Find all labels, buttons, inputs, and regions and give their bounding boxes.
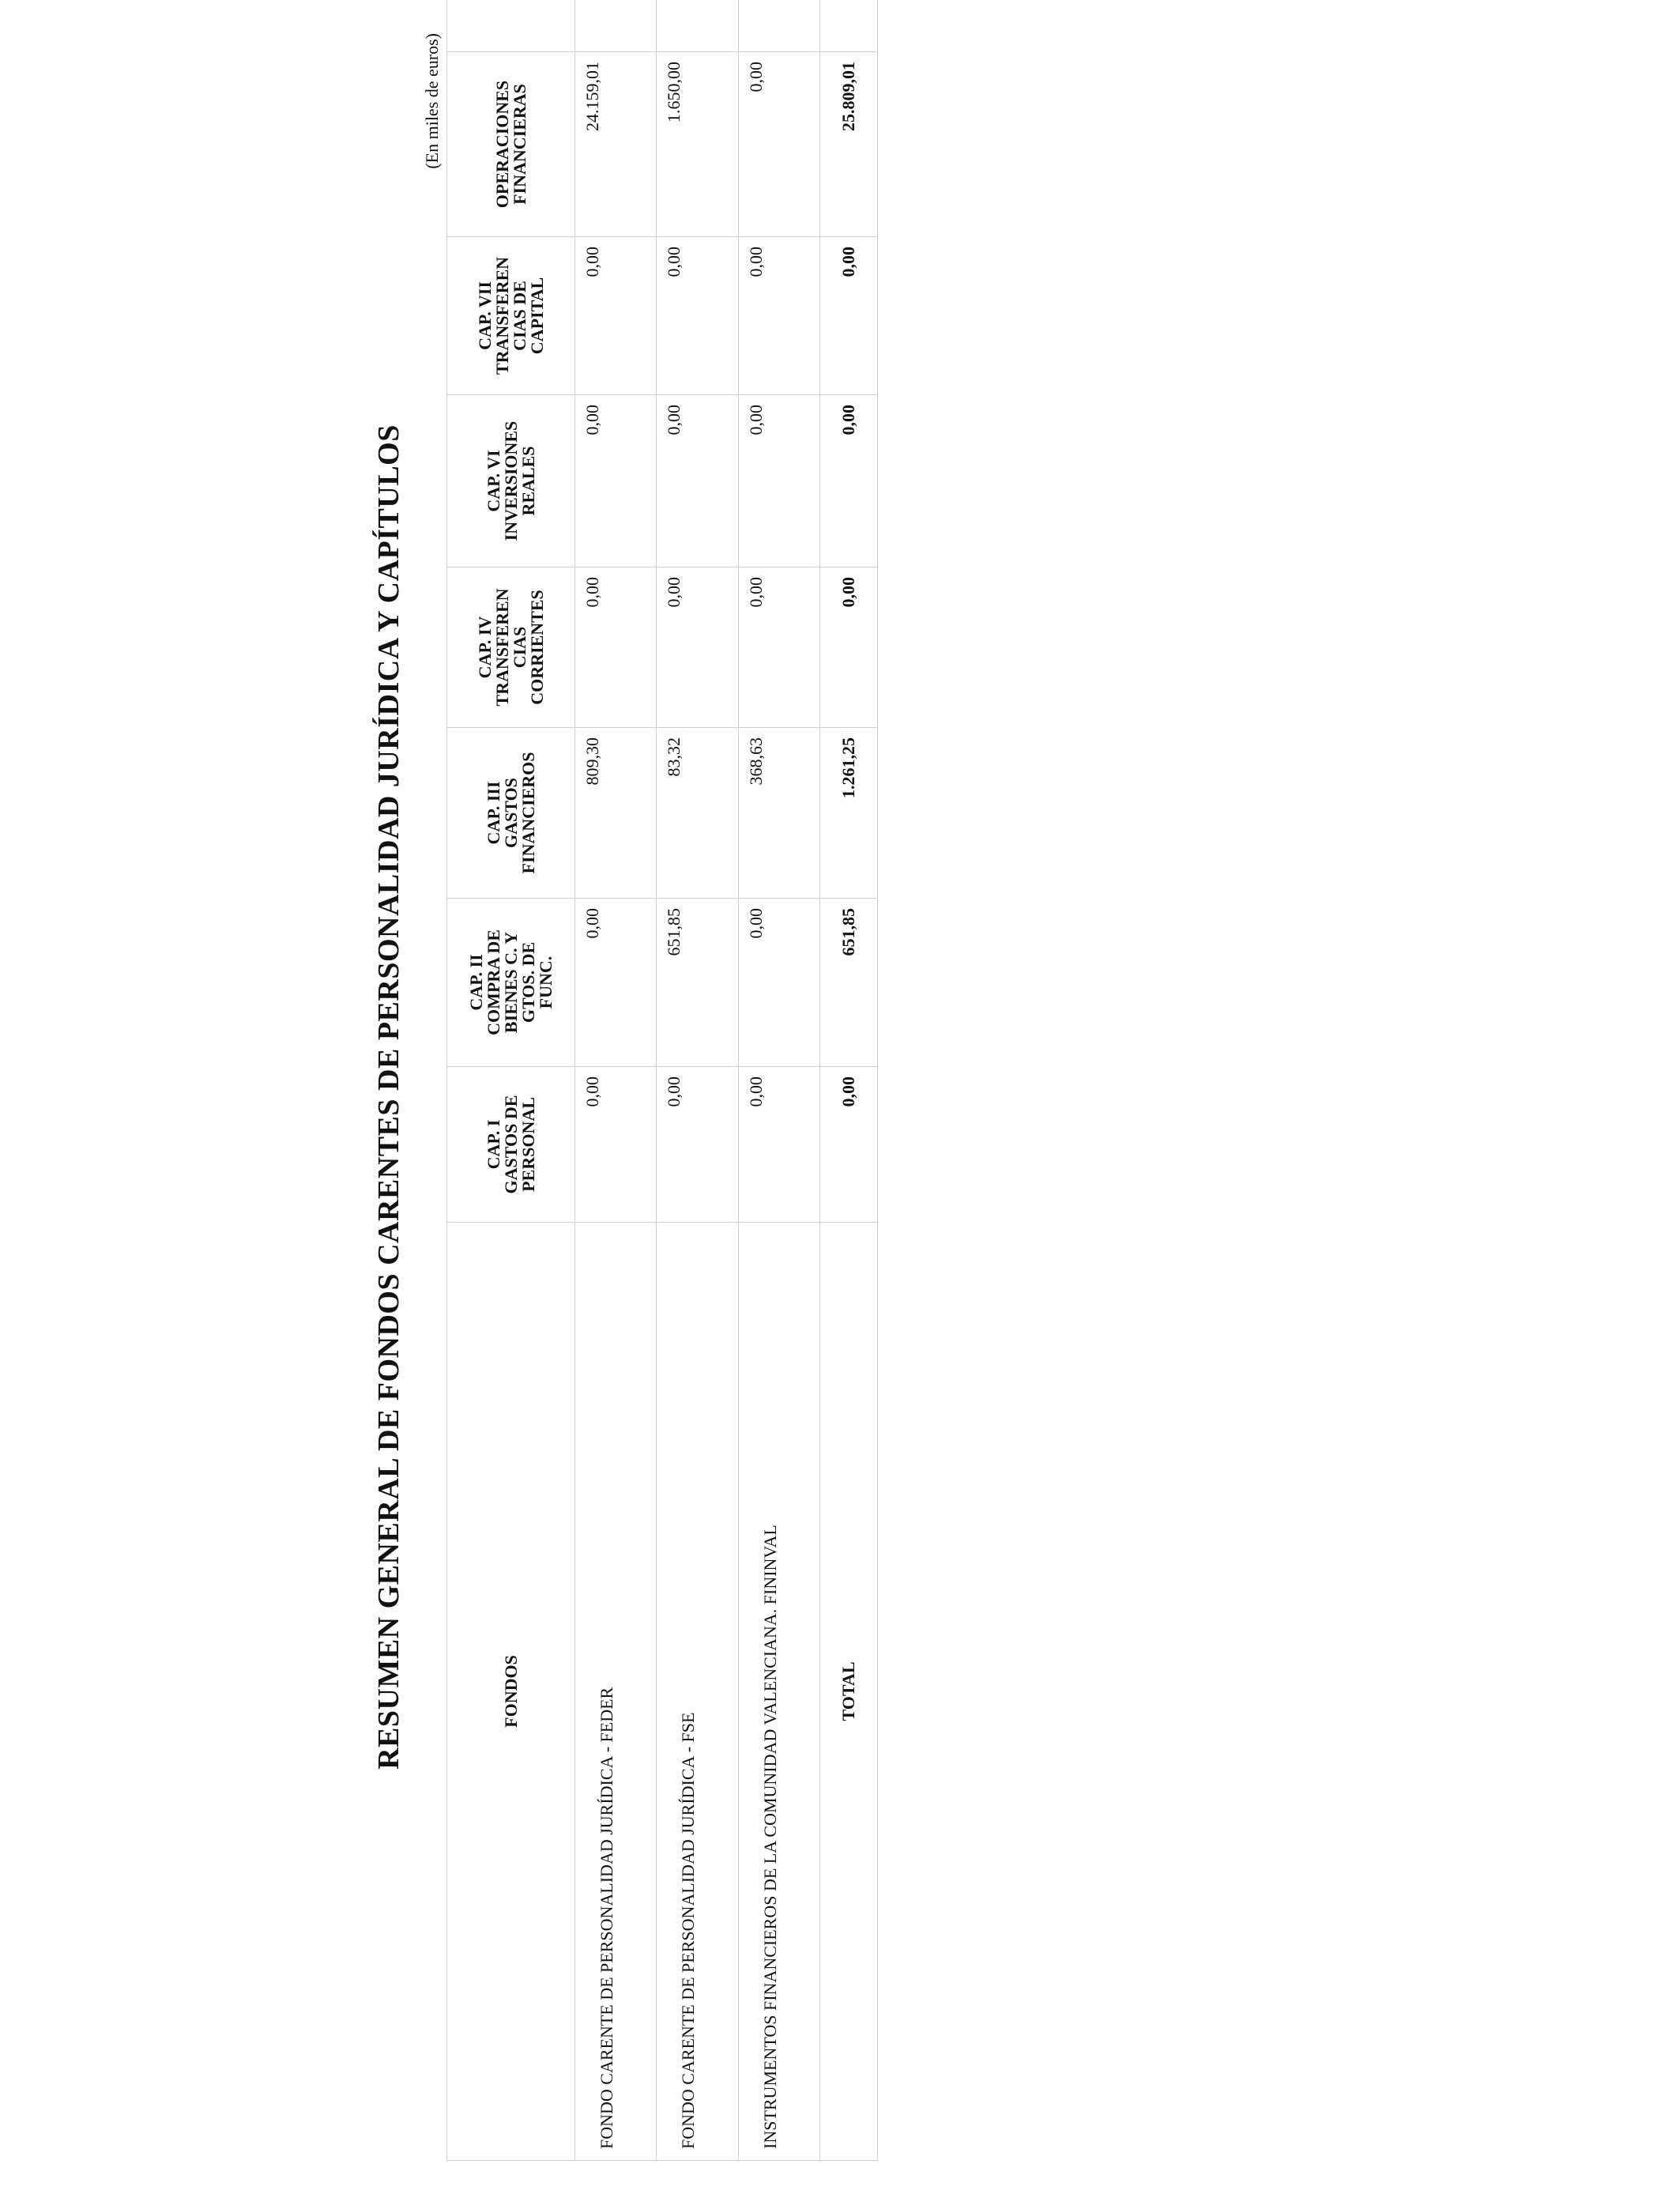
fund-name-cell: FONDO CARENTE DE PERSONALIDAD JURÍDICA - FSE [657, 1223, 738, 2161]
totals-row [819, 0, 877, 2161]
cap4-cell: 0,00 [575, 567, 657, 728]
cap4-cell: 0,00 [738, 567, 819, 728]
col-header-fondos: FONDOS [447, 1223, 575, 2161]
cap2-cell: 651,85 [657, 899, 738, 1067]
cap3-cell: 809,30 [575, 728, 657, 899]
total-cap2-cell: 651,85 [819, 899, 877, 1067]
col-header-cap4: CAP. IV TRANSFEREN CIAS CORRIENTES [447, 567, 575, 728]
page-title: RESUMEN GENERAL DE FONDOS CARENTES DE PERSONALIDAD JURÍDICA Y CAPÍTULOS [372, 424, 405, 1770]
table-row [738, 0, 819, 2161]
opfin-cell: 24.159,01 [575, 52, 657, 237]
unit-note: (En miles de euros) [422, 33, 442, 169]
fund-name-cell: FONDO CARENTE DE PERSONALIDAD JURÍDICA - FEDER [575, 1223, 657, 2161]
col-header-cap7: CAP. VII TRANSFEREN CIAS DE CAPITAL [447, 237, 575, 395]
cap1-cell: 0,00 [738, 1067, 819, 1223]
total-cap7-cell: 0,00 [819, 237, 877, 395]
total-opfin-cell: 25.809,01 [819, 52, 877, 237]
opfin-cell: 1.650,00 [657, 52, 738, 237]
opfin-cell: 0,00 [738, 52, 819, 237]
col-header-total [447, 0, 575, 52]
cap7-cell: 0,00 [575, 237, 657, 395]
summary-table [446, 0, 878, 2161]
row-total-cell [657, 0, 738, 52]
col-header-cap2: CAP. II COMPRA DE BIENES C. Y GTOS. DE FUNC. [447, 899, 575, 1067]
total-cap4-cell: 0,00 [819, 567, 877, 728]
cap6-cell: 0,00 [575, 395, 657, 567]
col-header-cap1: CAP. I GASTOS DE PERSONAL [447, 1067, 575, 1223]
cap7-cell: 0,00 [738, 237, 819, 395]
cap4-cell: 0,00 [657, 567, 738, 728]
cap2-cell: 0,00 [575, 899, 657, 1067]
total-cap1-cell: 0,00 [819, 1067, 877, 1223]
fund-name-cell: INSTRUMENTOS FINANCIEROS DE LA COMUNIDAD VALENCIANA. FININVAL [738, 1223, 819, 2161]
totals-label: TOTAL [819, 1223, 877, 2161]
col-header-opfin: OPERACIONES FINANCIERAS [447, 52, 575, 237]
cap1-cell: 0,00 [575, 1067, 657, 1223]
header-row [447, 0, 575, 2161]
cap6-cell: 0,00 [738, 395, 819, 567]
table-row [657, 0, 738, 2161]
total-cap3-cell: 1.261,25 [819, 728, 877, 899]
cap2-cell: 0,00 [738, 899, 819, 1067]
row-total-cell [575, 0, 657, 52]
cap6-cell: 0,00 [657, 395, 738, 567]
total-cap6-cell: 0,00 [819, 395, 877, 567]
cap1-cell: 0,00 [657, 1067, 738, 1223]
table-row [575, 0, 657, 2161]
col-header-cap6: CAP. VI INVERSIONES REALES [447, 395, 575, 567]
cap3-cell: 368,63 [738, 728, 819, 899]
cap3-cell: 83,32 [657, 728, 738, 899]
col-header-cap3: CAP. III GASTOS FINANCIEROS [447, 728, 575, 899]
cap7-cell: 0,00 [657, 237, 738, 395]
grand-total-cell [819, 0, 877, 52]
row-total-cell [738, 0, 819, 52]
